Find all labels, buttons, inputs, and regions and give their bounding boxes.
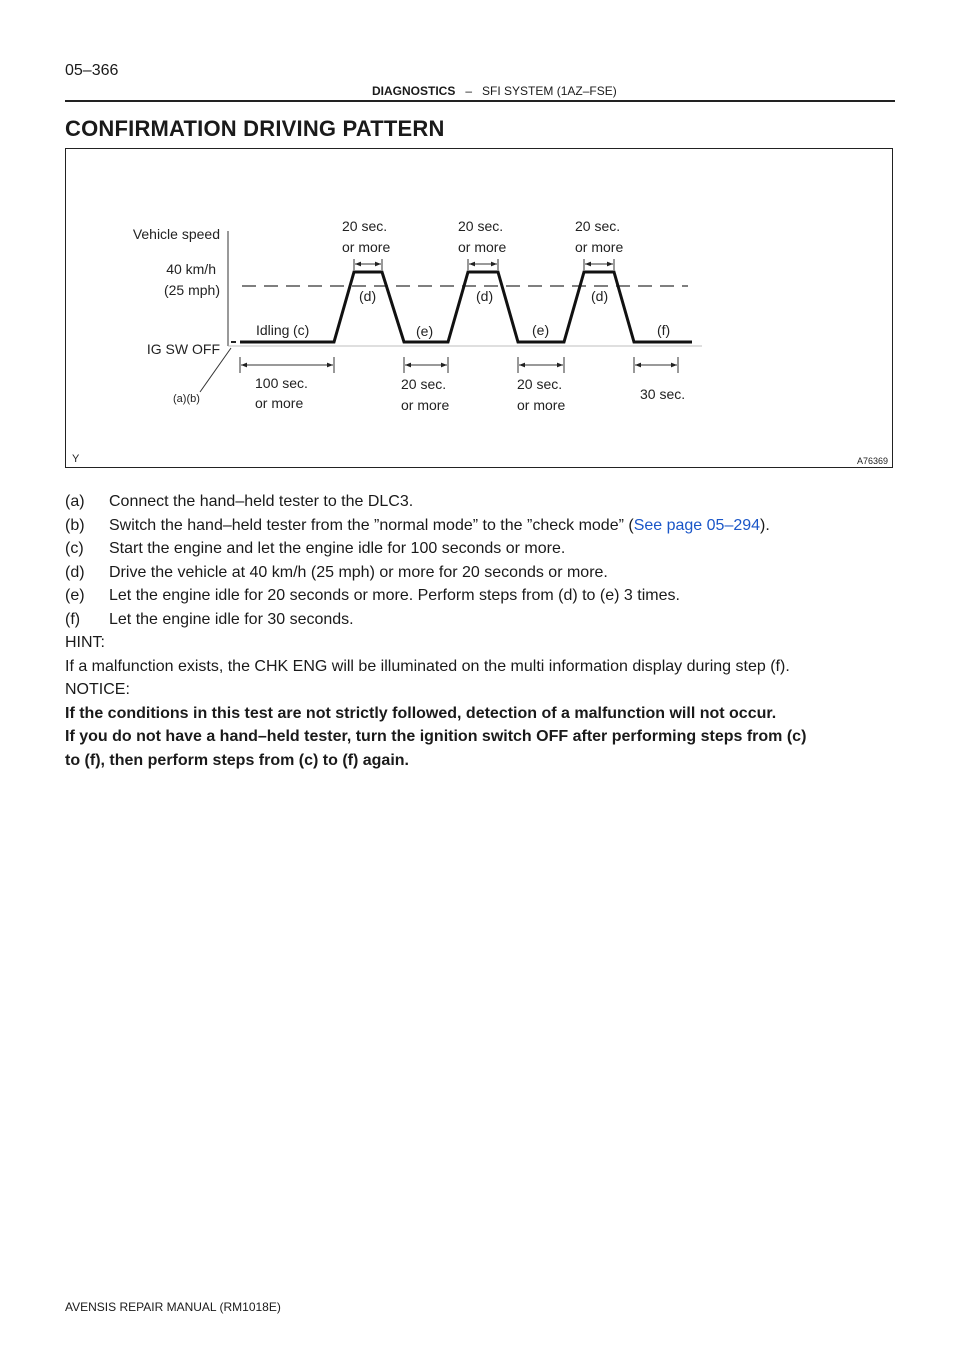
step-e <box>65 584 905 608</box>
f-duration-label: 30 sec. <box>640 386 686 402</box>
d2-or-more-label: or more <box>458 239 507 255</box>
notice-line: to (f), then perform steps from (c) to (f) again. <box>65 751 409 769</box>
subsection-name: SFI SYSTEM (1AZ–FSE) <box>482 84 617 98</box>
figure-code: A76369 <box>856 456 888 466</box>
idling-label: Idling <box>256 322 290 338</box>
step-c <box>65 537 905 561</box>
section-name: DIAGNOSTICS <box>372 84 456 98</box>
step-label: (b) <box>65 516 85 534</box>
step-text: Let the engine idle for 20 seconds or more. Perform steps from (d) to (e) 3 times. <box>109 587 680 604</box>
section-separator: – <box>465 84 473 98</box>
header-section <box>372 84 617 98</box>
d2-duration-label: 20 sec. <box>458 218 504 234</box>
e2-or-more-label: or more <box>517 397 566 413</box>
step-label: (f) <box>65 610 81 628</box>
page-title: CONFIRMATION DRIVING PATTERN <box>65 116 445 141</box>
ab-label: (a)(b) <box>173 393 200 405</box>
corner-mark: Y <box>72 453 80 465</box>
step-d <box>65 561 905 585</box>
step-text-end: ). <box>760 516 770 534</box>
d1-or-more-label: or more <box>342 239 391 255</box>
driving-pattern-diagram <box>66 149 894 469</box>
d1-label: (d) <box>359 288 377 304</box>
d3-or-more-label: or more <box>575 239 624 255</box>
ig-sw-off-label: IG SW OFF <box>146 341 220 357</box>
step-label: (d) <box>65 563 85 581</box>
speed-kmh-label: 40 km/h <box>166 261 216 277</box>
step-text: Switch the hand–held tester from the ”normal mode” to the ”check mode” ( <box>109 516 634 534</box>
speed-mph-label: (25 mph) <box>163 282 220 298</box>
see-page-link[interactable]: See page 05–294 <box>633 516 761 534</box>
step-a <box>65 490 905 514</box>
d3-label: (d) <box>591 288 609 304</box>
page-number: 05–366 <box>65 62 119 79</box>
driving-pattern-figure <box>65 148 893 468</box>
step-text: Let the engine idle for 30 seconds. <box>109 610 354 628</box>
step-text: Drive the vehicle at 40 km/h (25 mph) or more for 20 seconds or more. <box>109 563 608 581</box>
procedure-text <box>65 490 905 772</box>
e1-or-more-label: or more <box>401 397 450 413</box>
notice-heading: NOTICE: <box>65 681 130 698</box>
c-or-more-label: or more <box>255 395 304 411</box>
hint-text: If a malfunction exists, the CHK ENG will be illuminated on the multi information display during step (f). <box>65 657 790 675</box>
c-label: (c) <box>293 322 310 338</box>
e2-duration-label: 20 sec. <box>517 376 563 392</box>
header-rule <box>65 100 895 102</box>
step-label: (e) <box>65 587 85 604</box>
d2-label: (d) <box>476 288 494 304</box>
step-text: Start the engine and let the engine idle for 100 seconds or more. <box>109 540 566 557</box>
step-b <box>65 514 905 538</box>
d1-duration-label: 20 sec. <box>342 218 388 234</box>
footer-manual-title: AVENSIS REPAIR MANUAL (RM1018E) <box>65 1300 281 1314</box>
step-label: (a) <box>65 493 85 510</box>
step-label: (c) <box>65 540 84 557</box>
c-duration-label: 100 sec. <box>255 375 308 391</box>
e1-duration-label: 20 sec. <box>401 376 447 392</box>
hint-heading: HINT: <box>65 634 105 651</box>
e1-label: (e) <box>416 323 434 339</box>
f-label: (f) <box>657 322 671 338</box>
vehicle-speed-label: Vehicle speed <box>132 226 220 242</box>
step-f <box>65 608 905 632</box>
notice-line: If the conditions in this test are not strictly followed, detection of a malfunction will not occur. <box>65 704 777 722</box>
e2-label: (e) <box>532 322 550 338</box>
d3-duration-label: 20 sec. <box>575 218 621 234</box>
step-text: Connect the hand–held tester to the DLC3. <box>109 493 414 510</box>
notice-line: If you do not have a hand–held tester, turn the ignition switch OFF after performing steps from (c) <box>65 728 807 745</box>
